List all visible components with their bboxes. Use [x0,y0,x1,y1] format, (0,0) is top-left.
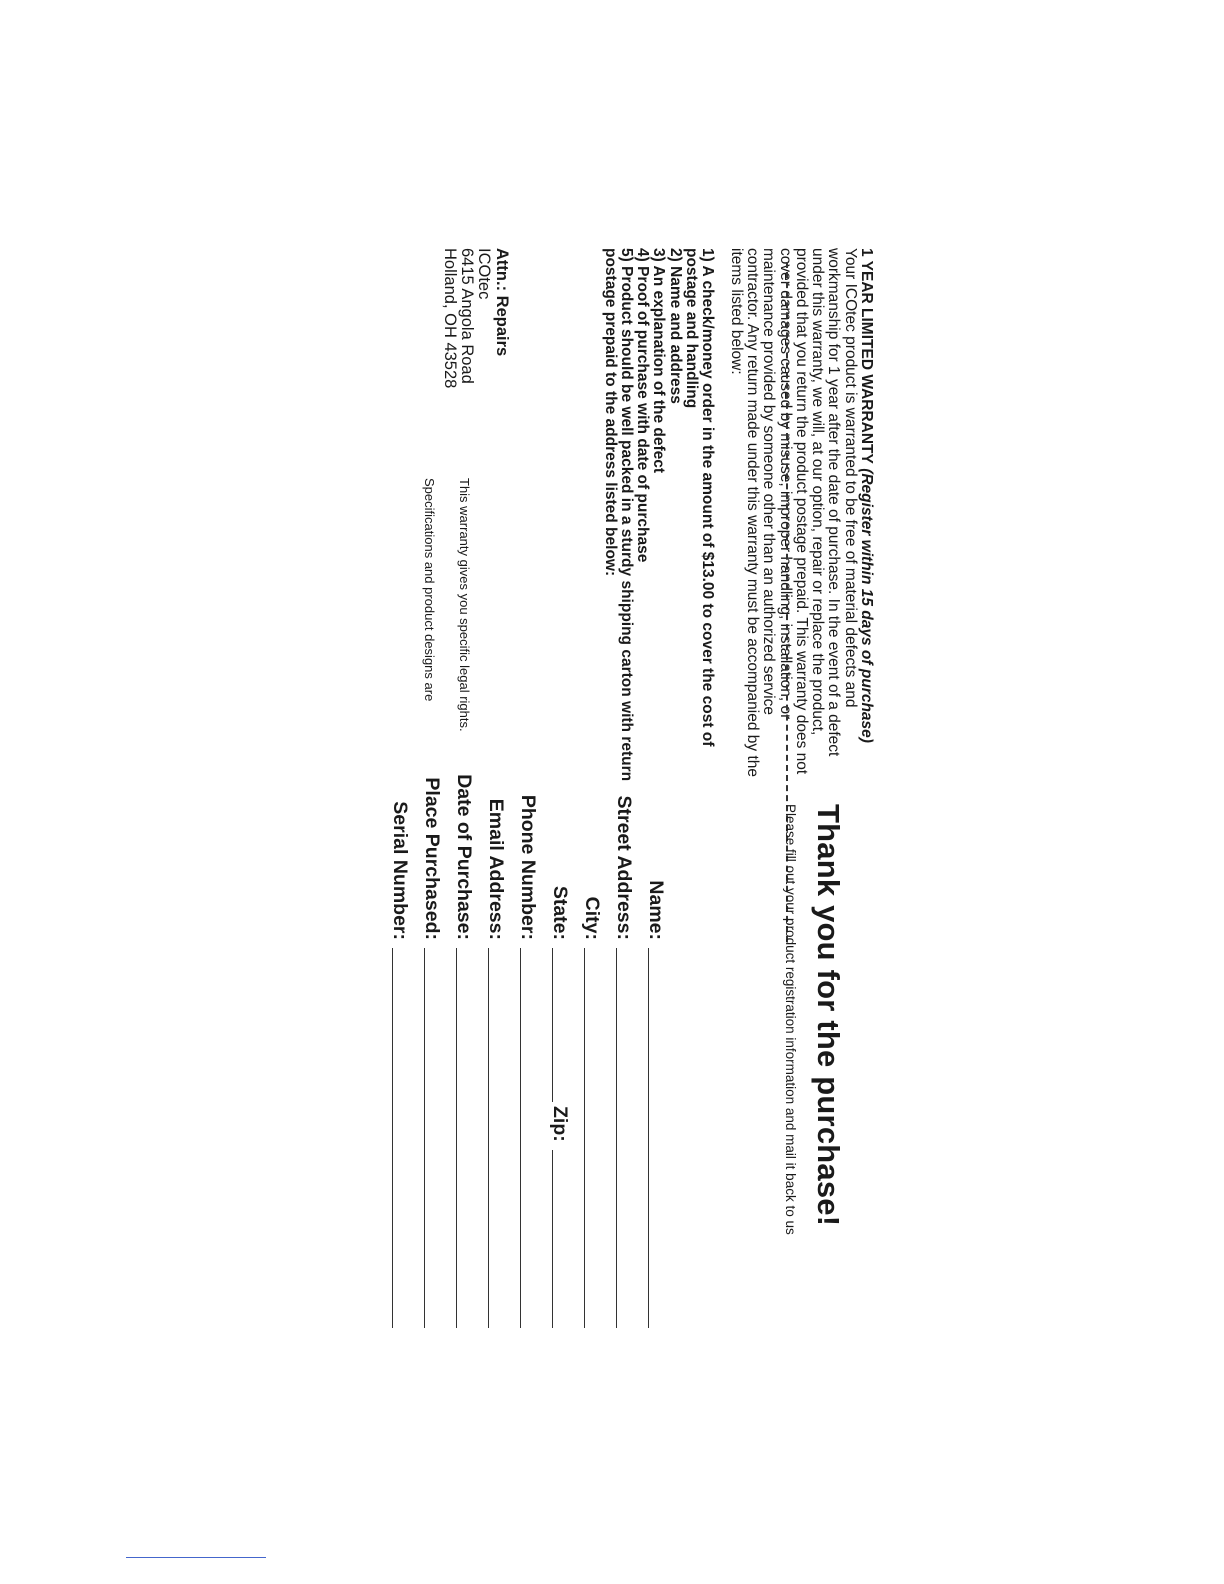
serial-number-label: Serial Number: [389,801,411,940]
place-purchased-field[interactable] [424,948,425,1328]
name-field[interactable] [648,948,649,1328]
warranty-heading-note: (Register within 15 days of purchase) [858,468,875,743]
address-line: ICOtec [475,248,493,300]
address-line: 6415 Angola Road [458,248,476,384]
warranty-item: 1) A check/money order in the amount of $13.00 to cover the cost of postage and handling [683,248,717,747]
legal-rights-note: This warranty gives you specific legal rights. [457,478,472,732]
return-address [441,248,510,388]
warranty-item: 3) An explanation of the defect [650,248,668,474]
warranty-text [727,248,874,788]
city-field[interactable] [584,948,585,1328]
warranty-item: 5) Product should be well packed in a sturdy shipping carton with return postage prepaid to the address listed below: [601,248,635,782]
registration-title: Thank you for the purchase! [811,804,846,1227]
state-field[interactable] [552,948,553,1102]
attn-label: Attn.: Repairs [493,248,511,357]
warranty-body: Your ICOtec product is warranted to be free of material defects and workmanship for 1 year after the date of purchase. In the event of a defect under this warranty, we will, at our option, repair or replace the product, provided that you return the product postage prepaid. This warranty does not cover damages caused by misuse, improper handling, installation, or maintenance provided by someone other than an authorized service contractor. Any return made under this warranty must be accompanied by the items listed below: [727,248,859,777]
name-label: Name: [645,880,667,940]
street-address-field[interactable] [616,948,617,1328]
address-line: Holland, OH 43528 [441,248,459,389]
phone-number-label: Phone Number: [517,794,539,940]
warranty-heading: 1 YEAR LIMITED WARRANTY [858,248,875,464]
date-of-purchase-field[interactable] [456,948,457,1328]
place-purchased-label: Place Purchased: [421,777,443,940]
zip-field[interactable] [552,1150,553,1328]
email-address-label: Email Address: [485,798,507,940]
warranty-section [601,248,874,788]
email-address-field[interactable] [488,948,489,1328]
date-of-purchase-label: Date of Purchase: [453,774,475,940]
zip-label: Zip: [549,1106,571,1142]
footer-rule [126,1557,266,1558]
specs-note: Specifications and product designs are [422,478,437,702]
phone-number-field[interactable] [520,948,521,1328]
street-address-label: Street Address: [613,795,635,940]
city-label: City: [581,896,603,940]
serial-number-field[interactable] [392,948,393,1328]
warranty-item: 2) Name and address [666,248,684,404]
warranty-item: 4) Proof of purchase with date of purchase [634,248,652,563]
state-label: State: [549,885,571,940]
registration-subtitle: Please fill out your product registration information and mail it back to us [783,804,798,1235]
